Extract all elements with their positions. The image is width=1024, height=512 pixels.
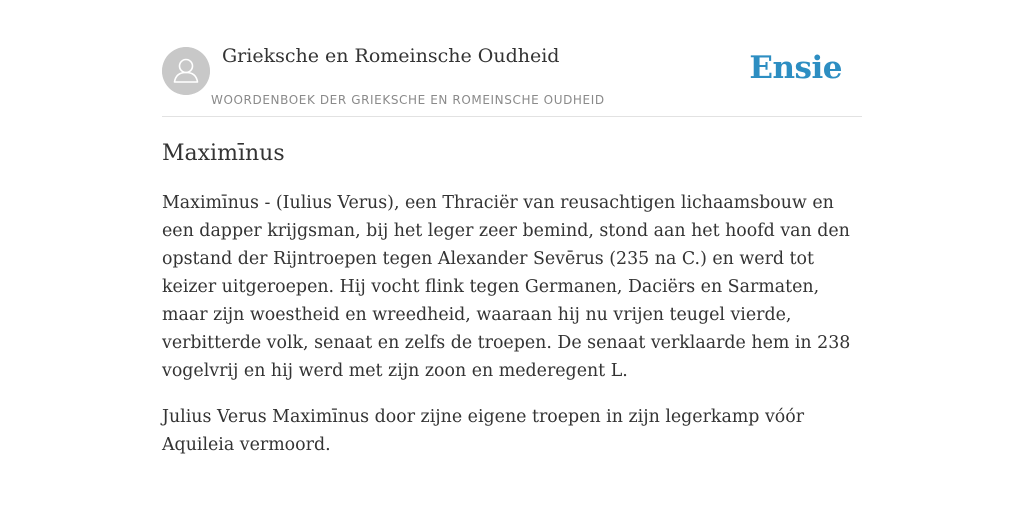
source-subtitle: WOORDENBOEK DER GRIEKSCHE EN ROMEINSCHE OUDHEID (211, 93, 605, 107)
entry-paragraph: Maximīnus - (Iulius Verus), een Thraciër van reusachtigen lichaamsbouw en een dapper krijgsman, bij het leger zeer bemind, stond aan het hoofd van den opstand der Rijntroepen tegen Alexander Sevērus (235 na C.) en werd tot keizer uitgeroepen. Hij vocht flink tegen Germanen, Daciërs en Sarmaten, maar zijn woestheid en wreedheid, waaraan hij nu vrijen teugel vierde, verbitterde volk, senaat en zelfs de troepen. De senaat verklaarde hem in 238 vogelvrij en hij werd met zijn zoon en mederegent L. (162, 193, 851, 381)
user-silhouette-icon[interactable] (162, 47, 210, 95)
ensie-logo[interactable]: Ensie (749, 50, 842, 86)
source-title-link[interactable]: Grieksche en Romeinsche Oudheid (222, 45, 560, 67)
entry-content (162, 138, 867, 477)
entry-title: Maximīnus (162, 141, 285, 166)
source-header (162, 40, 862, 117)
entry-paragraph: Julius Verus Maximīnus door zijne eigene troepen in zijn legerkamp vóór Aquileia vermoord. (162, 407, 805, 455)
